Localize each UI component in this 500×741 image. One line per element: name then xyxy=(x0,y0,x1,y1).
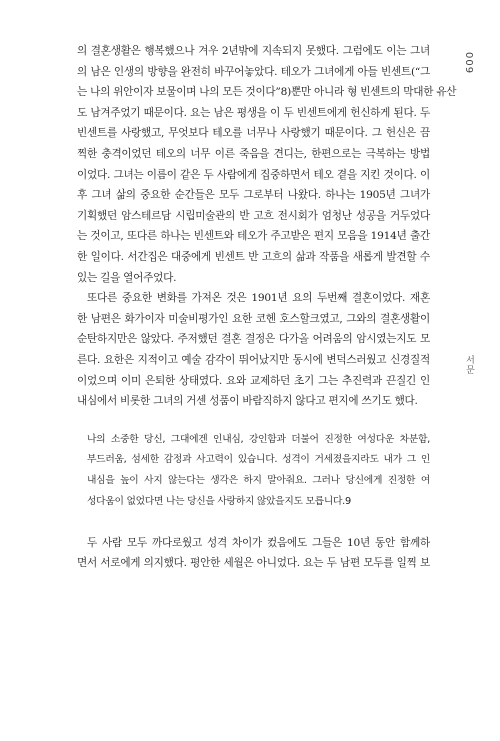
quote-line: 나의 소중한 당신, 그대에겐 인내심, 강인함과 더불어 진정한 여성다운 차분함, xyxy=(87,433,430,445)
paragraph-1 xyxy=(77,41,457,288)
text-line: 내심에서 비롯한 그녀의 거센 성품이 바람직하지 않다고 편지에 쓰기도 했다. xyxy=(77,395,418,408)
text-line: 두 사람 모두 까다로웠고 성격 차이가 컸음에도 그들은 10년 동안 함께하 xyxy=(87,536,430,549)
block-quote xyxy=(77,430,430,513)
text-line: 는 것이고, 또다른 하나는 빈센트와 테오가 주고받은 편지 모음을 1914년 출간 xyxy=(77,230,430,243)
text-line: 한 남편은 화가이자 미술비평가인 요한 코헨 호스할크였고, 그와의 결혼생활이 xyxy=(77,312,430,325)
quote-line: 부드러움, 섬세한 감정과 사고력이 있습니다. 성격이 거세졌을지라도 내가 그 인 xyxy=(87,454,430,466)
text-line: 순탄하지만은 않았다. 주저했던 결혼 결정은 다가올 어려움의 암시였는지도 모 xyxy=(77,333,430,346)
text-line: 의 남은 인생의 방향을 완전히 바꾸어놓았다. 테오가 그녀에게 아들 빈센트(“그 xyxy=(77,65,430,78)
text-line: 또다른 중요한 변화를 가져온 것은 1901년 요의 두번째 결혼이었다. 재혼 xyxy=(87,292,430,305)
paragraph-3 xyxy=(77,533,430,574)
text-line: 면서 서로에게 의지했다. 평안한 세월은 아니었다. 요는 두 남편 모두를 일찍 보 xyxy=(77,557,430,570)
text-line: 른다. 요한은 지적이고 예술 감각이 뛰어났지만 동시에 변덕스러웠고 신경질적 xyxy=(77,353,430,366)
text-line: 있는 길을 열어주었다. xyxy=(77,271,177,284)
quote-line: 내심을 높이 사지 않는다는 생각은 하지 말아줘요. 그러나 당신에게 진정한 여 xyxy=(87,475,430,487)
page-number: 009 xyxy=(463,52,474,75)
text-line: 후 그녀 삶의 중요한 순간들은 모두 그로부터 나왔다. 하나는 1905년 그녀가 xyxy=(77,189,430,202)
text-line: 이었다. 그녀는 이름이 같은 두 사람에게 집중하면서 테오 곁을 지킨 것이다. 이 xyxy=(77,168,430,181)
text-line: 빈센트를 사랑했고, 무엇보다 테오를 너무나 사랑했기 때문이다. 그 헌신은 끔 xyxy=(77,127,430,140)
text-line: 는 나의 위안이자 보물이며 나의 모든 것이다”8)뿐만 아니라 형 빈센트의 막대한 유산 xyxy=(77,86,457,99)
text-line: 기획했던 암스테르담 시립미술관의 반 고흐 전시회가 엄청난 성공을 거두었다 xyxy=(77,209,430,222)
text-line: 한 일이다. 서간집은 대중에게 빈센트 반 고흐의 삶과 작품을 새롭게 발견할 수 xyxy=(77,250,430,263)
text-line: 찍한 충격이었던 테오의 너무 이른 죽음을 견디는, 한편으로는 극복하는 방법 xyxy=(77,147,430,160)
quote-line: 성다움이 없었다면 나는 당신을 사랑하지 않았을지도 모릅니다.9 xyxy=(87,496,351,508)
body-text xyxy=(77,41,457,574)
text-line: 의 결혼생활은 행복했으나 겨우 2년밖에 지속되지 못했다. 그럼에도 이는 그녀 xyxy=(77,45,430,57)
running-head: 서문 xyxy=(464,355,474,375)
paragraph-2 xyxy=(77,288,430,412)
text-line: 이었으며 이미 은퇴한 상태였다. 요와 교제하던 초기 그는 추진력과 끈질긴 인 xyxy=(77,374,430,387)
text-line: 도 남겨주었기 때문이다. 요는 남은 평생을 이 두 빈센트에게 헌신하게 된다. 두 xyxy=(77,106,430,119)
